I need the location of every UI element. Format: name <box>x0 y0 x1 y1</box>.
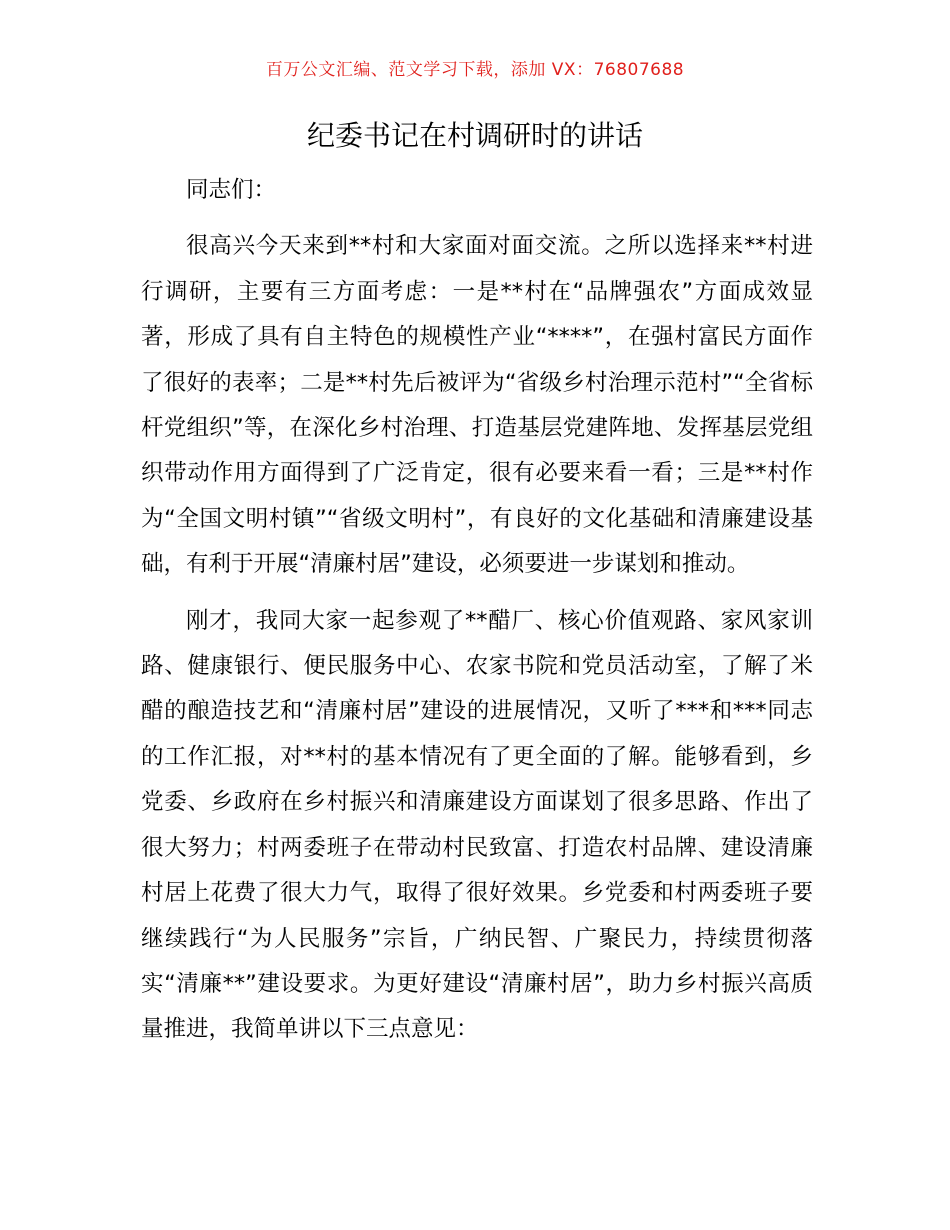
document-body <box>141 168 813 1053</box>
paragraph-1: 很高兴今天来到**村和大家面对面交流。之所以选择来**村进行调研，主要有三方面考虑：一是**村在“品牌强农”方面成效显著，形成了具有自主特色的规模性产业“****”，在强村富民方面作了很好的表率；二是**村先后被评为“省级乡村治理示范村”“全省标杆党组织”等，在深化乡村治理、打造基层党建阵地、发挥基层党组织带动作用方面得到了广泛肯定，很有必要来看一看；三是**村作为“全国文明村镇”“省级文明村”，有良好的文化基础和清廉建设基础，有利于开展“清廉村居”建设，必须要进一步谋划和推动。 <box>141 233 813 578</box>
watermark-header: 百万公文汇编、范文学习下载，添加 VX：76807688 <box>265 60 685 80</box>
document-title: 纪委书记在村调研时的讲话 <box>306 119 643 152</box>
salutation: 同志们： <box>186 177 277 203</box>
paragraph-2: 刚才，我同大家一起参观了**醋厂、核心价值观路、家风家训路、健康银行、便民服务中心、农家书院和党员活动室，了解了米醋的酿造技艺和“清廉村居”建设的进展情况，又听了***和***同志的工作汇报，对**村的基本情况有了更全面的了解。能够看到，乡党委、乡政府在乡村振兴和清廉建设方面谋划了很多思路、作出了很大努力；村两委班子在带动村民致富、打造农村品牌、建设清廉村居上花费了很大力气，取得了很好效果。乡党委和村两委班子要继续践行“为人民服务”宗旨，广纳民智、广聚民力，持续贯彻落实“清廉**”建设要求。为更好建设“清廉村居”，助力乡村振兴高质量推进，我简单讲以下三点意见： <box>141 607 813 1043</box>
